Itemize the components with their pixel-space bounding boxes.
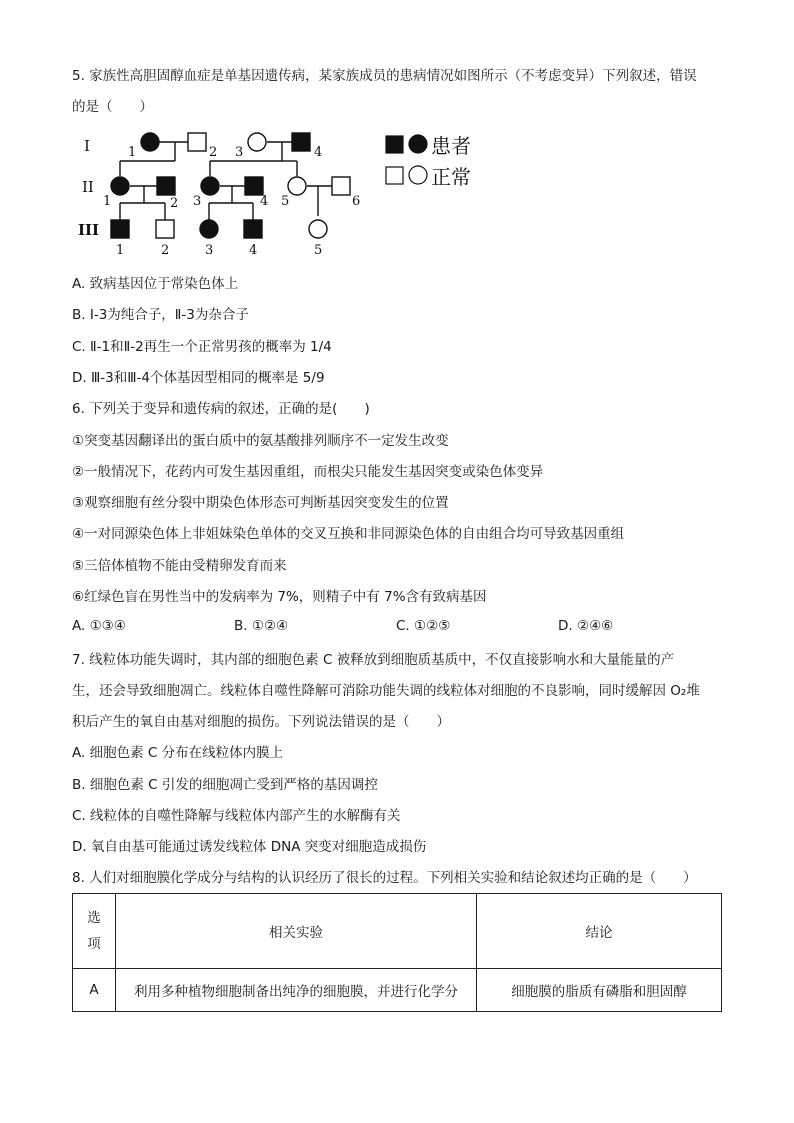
q7-stem-line1: 7. 线粒体功能失调时，其内部的细胞色素 C 被释放到细胞质基质中，不仅直接影响水和大量能量的产 — [72, 652, 675, 668]
gen2-number-6: 6 — [352, 194, 361, 209]
q5-option-a: A. 致病基因位于常染色体上 — [72, 276, 239, 292]
q7-stem-line3: 积后产生的氧自由基对细胞的损伤。下列说法错误的是（ ） — [72, 714, 450, 730]
gen3-number-5: 5 — [314, 243, 323, 258]
q8-header-conclusion: 结论 — [477, 894, 722, 969]
q6-item-2: ②一般情况下，花药内可发生基因重组，而根尖只能发生基因突变或染色体变异 — [72, 464, 544, 480]
pedigree-III-4-affected-male — [244, 220, 262, 238]
gen2-number-2: 2 — [170, 196, 179, 211]
q5-option-d: D. Ⅲ-3和Ⅲ-4个体基因型相同的概率是 5/9 — [72, 370, 325, 386]
table-row — [73, 969, 722, 1012]
pedigree-II-3-affected-female — [201, 177, 219, 195]
q6-options — [72, 618, 712, 638]
pedigree-I-3-normal-female — [248, 133, 266, 151]
q8-row-a-experiment: 利用多种植物细胞制备出纯净的细胞膜，并进行化学分 — [116, 969, 477, 1012]
q7-option-a: A. 细胞色素 C 分布在线粒体内膜上 — [72, 745, 284, 761]
legend-affected-female-icon — [409, 135, 427, 153]
q8-table — [72, 893, 722, 1012]
gen3-number-1: 1 — [116, 243, 125, 258]
q8-row-a-conclusion: 细胞膜的脂质有磷脂和胆固醇 — [477, 969, 722, 1012]
pedigree-II-6-normal-male — [332, 177, 350, 195]
q6-option-d: D. ②④⑥ — [558, 618, 614, 634]
q5-stem-line2: 的是（ ） — [72, 99, 153, 115]
q5-option-b: B. I-3为纯合子，Ⅱ-3为杂合子 — [72, 307, 249, 323]
gen2-number-5: 5 — [281, 194, 290, 209]
pedigree-III-3-affected-female — [200, 220, 218, 238]
q6-item-6: ⑥红绿色盲在男性当中的发病率为 7%，则精子中有 7%含有致病基因 — [72, 589, 487, 605]
pedigree-I-2-normal-male — [188, 133, 206, 151]
legend-normal-female-icon — [409, 166, 427, 184]
q6-option-b: B. ①②④ — [234, 618, 289, 634]
q6-stem: 6. 下列关于变异和遗传病的叙述，正确的是( ) — [72, 401, 370, 417]
gen-label-I: I — [84, 137, 90, 155]
q7-option-d: D. 氧自由基可能通过诱发线粒体 DNA 突变对细胞造成损伤 — [72, 839, 427, 855]
q8-header-option — [73, 894, 116, 969]
pedigree-III-2-normal-male — [156, 220, 174, 238]
gen2-number-3: 3 — [193, 194, 202, 209]
pedigree-legend — [386, 134, 471, 189]
legend-affected-male-icon — [386, 136, 403, 153]
pedigree-I-4-affected-male — [292, 133, 310, 151]
legend-normal-label: 正常 — [431, 165, 471, 189]
q6-option-c: C. ①②⑤ — [396, 618, 451, 634]
gen1-number-3: 3 — [235, 145, 244, 160]
q7-stem-line2: 生，还会导致细胞凋亡。线粒体自噬性降解可消除功能失调的线粒体对细胞的不良影响，同时缓解因 O₂堆 — [72, 683, 700, 699]
pedigree-III-1-affected-male — [111, 220, 129, 238]
q6-item-4: ④一对同源染色体上非姐妹染色单体的交叉互换和非同源染色体的自由组合均可导致基因重组 — [72, 526, 625, 542]
gen3-number-3: 3 — [205, 243, 214, 258]
q5-stem-line1: 5. 家族性高胆固醇血症是单基因遗传病，某家族成员的患病情况如图所示（不考虑变异）下列叙述，错误 — [72, 68, 697, 84]
q6-option-a: A. ①③④ — [72, 618, 126, 634]
q5-option-c: C. Ⅱ-1和Ⅱ-2再生一个正常男孩的概率为 1/4 — [72, 339, 332, 355]
legend-normal-male-icon — [386, 167, 403, 184]
q8-header-option-char1: 选 — [87, 910, 101, 926]
q8-row-a-option: A — [73, 969, 116, 1012]
gen3-number-4: 4 — [249, 243, 258, 258]
q6-item-1: ①突变基因翻译出的蛋白质中的氨基酸排列顺序不一定发生改变 — [72, 433, 449, 449]
gen-label-II: II — [82, 178, 94, 196]
q7-option-c: C. 线粒体的自噬性降解与线粒体内部产生的水解酶有关 — [72, 808, 401, 824]
q8-stem: 8. 人们对细胞膜化学成分与结构的认识经历了很长的过程。下列相关实验和结论叙述均正确的是（ ） — [72, 870, 697, 886]
pedigree-diagram — [72, 128, 492, 263]
pedigree-II-4-affected-male — [245, 177, 263, 195]
pedigree-III-5-normal-female — [309, 220, 327, 238]
gen3-number-2: 2 — [161, 243, 170, 258]
pedigree-II-5-normal-female — [288, 177, 306, 195]
gen2-number-4: 4 — [260, 194, 269, 209]
q8-header-experiment: 相关实验 — [116, 894, 477, 969]
gen2-number-1: 1 — [103, 194, 112, 209]
gen1-number-1: 1 — [128, 145, 137, 160]
pedigree-II-1-affected-female — [111, 177, 129, 195]
legend-affected-label: 患者 — [431, 134, 471, 158]
q6-item-5: ⑤三倍体植物不能由受精卵发育而来 — [72, 558, 287, 574]
pedigree-I-1-affected-female — [141, 133, 159, 151]
gen1-number-4: 4 — [314, 145, 323, 160]
gen-label-III: III — [78, 221, 100, 239]
q7-option-b: B. 细胞色素 C 引发的细胞凋亡受到严格的基因调控 — [72, 777, 378, 793]
q8-table-header-row — [73, 894, 722, 969]
q6-item-3: ③观察细胞有丝分裂中期染色体形态可判断基因突变发生的位置 — [72, 495, 449, 511]
gen1-number-2: 2 — [209, 145, 218, 160]
q8-header-option-char2: 项 — [87, 936, 101, 952]
pedigree-II-2-affected-male — [157, 177, 175, 195]
